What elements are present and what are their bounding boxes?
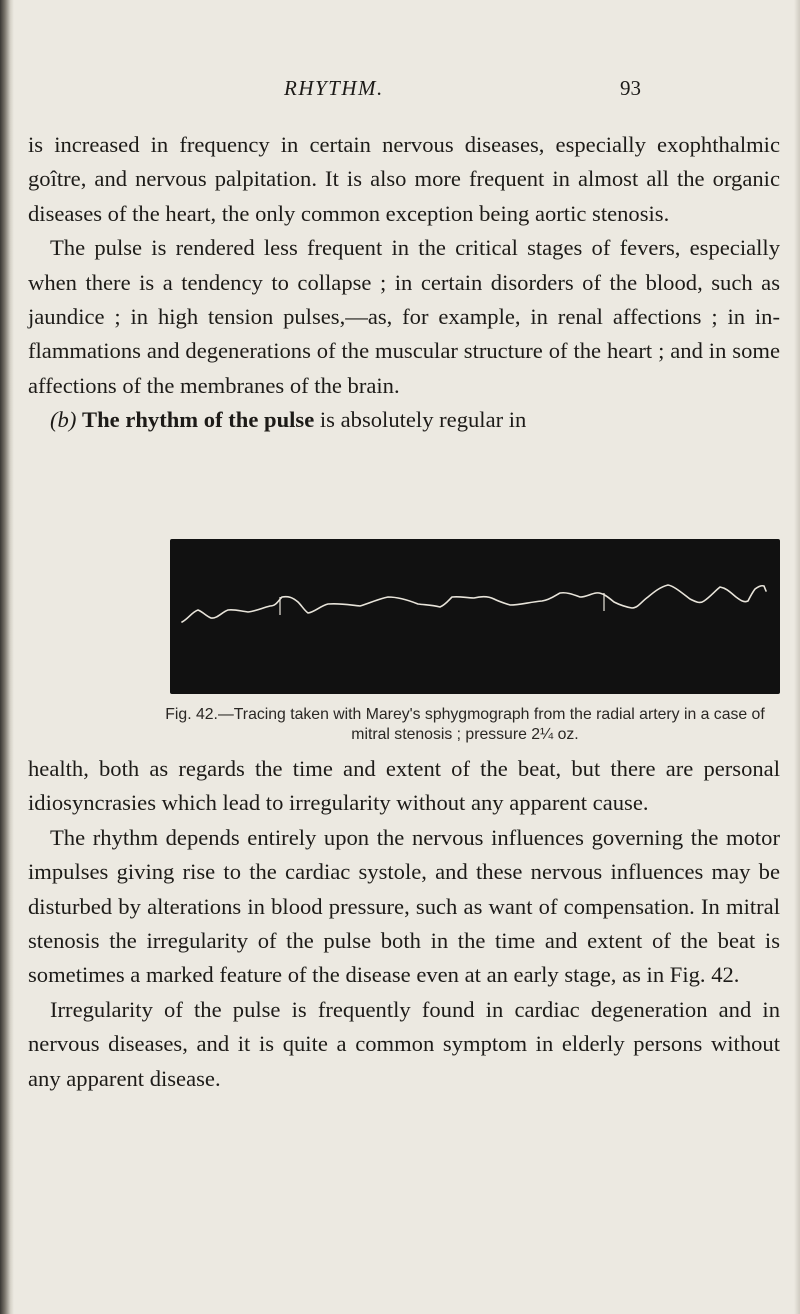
- page-gutter-shadow: [0, 0, 14, 1314]
- page-number: 93: [620, 76, 641, 100]
- paragraph-section-b: [28, 403, 780, 437]
- running-title: RHYTHM.: [284, 76, 384, 100]
- pulse-tracing-line: [182, 585, 766, 622]
- paragraph-rhythm-depends: The rhythm depends entirely upon the nervous influences governing the motor impulses giving rise to the cardiac systole, and these nervous influences may be disturbed by alterations in blood pressure, such as want of compensation. In mitral stenosis the irregularity of the pulse both in the time and extent of the beat is sometimes a marked feature of the disease even at an early stage, as in Fig. 42.: [28, 824, 780, 988]
- section-lead-text: is absolutely regular in: [319, 407, 527, 433]
- page-header: [0, 74, 800, 104]
- paragraph-health: health, both as regards the time and extent of the beat, but there are personal idiosyncrasies which lead to irregularity without any apparent cause.: [28, 756, 780, 816]
- tracing-svg: [170, 539, 780, 694]
- figure-caption: Fig. 42.—Tracing taken with Marey's sphygmograph from the radial artery in a case of mitral stenosis ; pressure 2¼ oz.: [165, 706, 765, 743]
- text-block-top: [28, 128, 780, 438]
- page-edge: [794, 0, 800, 1314]
- paragraph-continuation: is increased in frequency in certain nervous diseases, especially exophthalmic goître, and nervous palpitation. It is also more frequent in almost all the organic diseases of the heart, the only common exception being aortic stenosis.: [28, 132, 780, 226]
- section-marker: (b): [50, 407, 77, 433]
- text-block-bottom: [28, 752, 780, 1096]
- sphygmograph-tracing: [170, 539, 780, 694]
- paragraph-less-frequent: The pulse is rendered less frequent in the critical stages of fevers, especially when there is a tendency to collapse ; in certain disorders of the blood, such as jaundice ; in high tension pulses,—as, for example, in renal affections ; in in-flammations and degenerations of the muscular structure of the heart ; and in some affections of the membranes of the brain.: [28, 235, 780, 398]
- paragraph-irregularity: Irregularity of the pulse is frequently found in cardiac degeneration and in nervous diseases, and it is quite a common symptom in elderly persons without any apparent disease.: [28, 996, 780, 1091]
- section-heading: The rhythm of the pulse: [82, 407, 315, 433]
